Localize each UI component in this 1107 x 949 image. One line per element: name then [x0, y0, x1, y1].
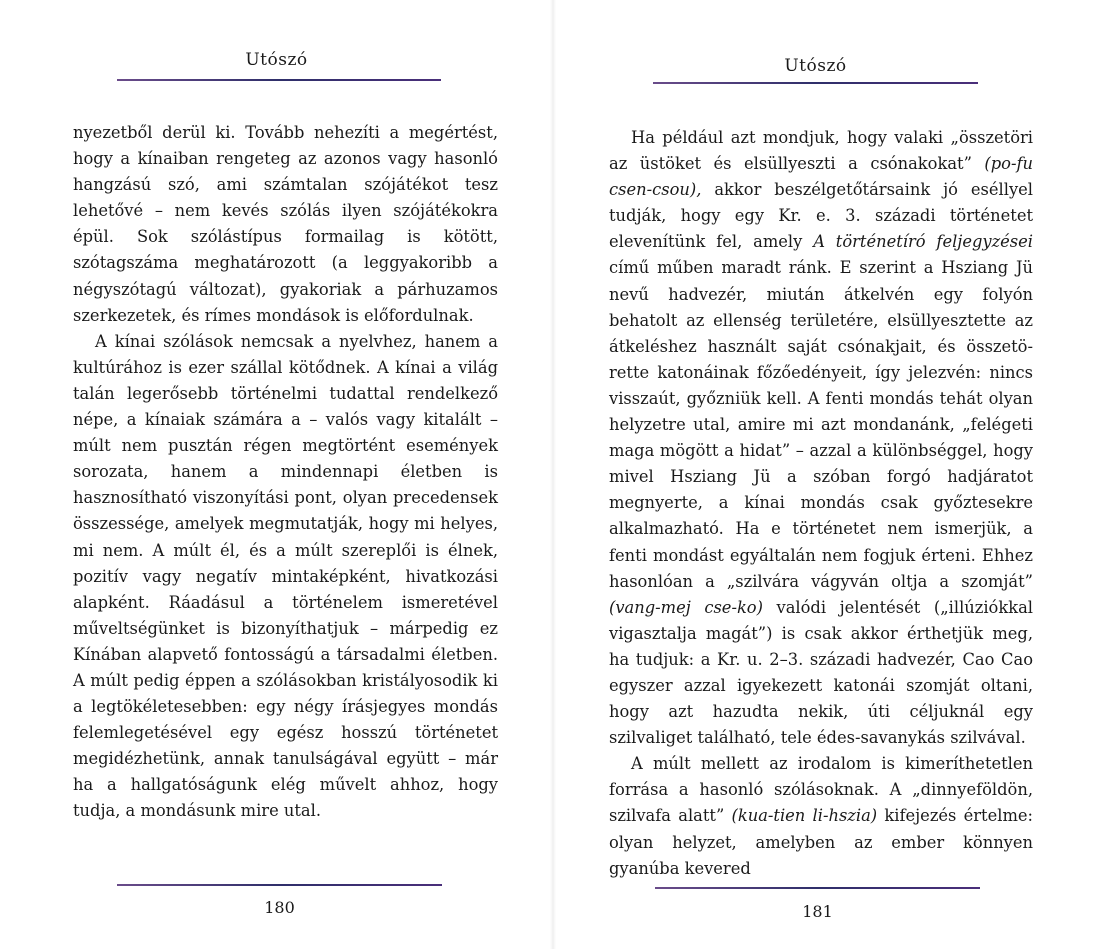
- right-page-text: [609, 125, 1033, 882]
- text-run: kifejezés értelme: olyan helyzet, amelyben az ember könnyen gyanúba kevered: [609, 806, 1033, 878]
- paragraph: A kínai szólások nemcsak a nyelvhez, hanem a kultúrához is ezer szállal kötődnek. A kínai a világ talán legerősebb történelmi tudattal rendelkező népe, a kínaiak számára a – valós vagy kitalált – múlt nem pusztán régen megtörtént események sorozata, hanem a mindennapi életben is hasznosítható viszonyítási pont, olyan precedensek összessége, amelyek megmutatják, hogy mi helyes, mi nem. A múlt él, és a múlt szereplői is élnek, pozitív vagy negatív mintaképként, hivatkozási alapként. Ráadásul a történelem ismeretével műveltségünket is bizonyíthatjuk – márpedig ez Kínában alapvető fontosságú a társadalmi életben. A múlt pedig éppen a szólásokban kristályosodik ki a legtökéletesebben: egy négy írásjegyes mondás felemlegetésével egy egész hosszú történetet megidézhetünk, annak tanulságával együtt – már ha a hallgatóságunk elég művelt ahhoz, hogy tudja, a mondásunk mire utal.: [73, 331, 498, 821]
- text-run: A múlt mellett az irodalom is kimeríthetetlen forrása a hasonló szólásoknak. A „dinnyeföldön, szilvafa alatt”: [609, 754, 1033, 826]
- left-page-text: [73, 120, 498, 825]
- text-run: című műben maradt ránk. E szerint a Hsziang Jü nevű hadvezér, miután átkelvén egy folyón behatolt az ellenség területére, elsüllyesztette az átkeléshez használt saját csónakjait, és összetörette katonáinak főzőedényeit, így jelezvén: nincs visszaút, győzniük kell. A fenti mondás tehát olyan helyzetre utal, amire mi azt mondanánk, „felégeti maga mögött a hidat” – azzal a különbséggel, hogy mivel Hsziang Jü a szóban forgó hadjáratot megnyerte, a kínai mondás csak győztesekre alkalmazható. Ha e történetet nem ismerjük, a fenti mondást egyáltalán nem fogjuk érteni. Ehhez hasonlóan a „szilvára vágyván oltja a szomját”: [609, 258, 1033, 591]
- footer-rule-left: [117, 884, 442, 886]
- pinyin-term: (kua-tien li-hszia): [731, 806, 878, 826]
- page-number-right: 181: [802, 902, 833, 921]
- running-header-right: Utószó: [784, 56, 847, 76]
- pinyin-term: (po-fu csen-csou),: [609, 154, 1033, 200]
- running-header-left: Utószó: [245, 50, 308, 70]
- text-run: valódi jelentését („illúziókkal vigasztalja magát”) is csak akkor érthetjük meg, ha tudjuk: a Kr. u. 2–3. századi hadvezér, Cao Cao egyszer azzal igyekezett katonái szomját oltani, hogy azt hazudta nekik, úti céljuknál egy szilvaliget található, tele édes-savanykás szilvával.: [609, 597, 1034, 748]
- paragraph: [609, 751, 1033, 881]
- footer-rule-right: [655, 887, 980, 889]
- text-run: Ha például azt mondjuk, hogy valaki „összetöri az üstöket és elsüllyeszti a csónakokat”: [609, 128, 1033, 174]
- book-title: A történetíró feljegyzései: [813, 232, 1034, 252]
- paragraph: nyezetből derül ki. Tovább nehezíti a megértést, hogy a kínaiban rengeteg az azonos vagy hasonló hangzású szó, ami számtalan szójátékot tesz lehetővé – nem kevés szólás ilyen szójátékokra épül. Sok szólástípus formailag is kötött, szótagszáma meghatározott (a leggyakoribb a négyszótagú változat), gyakoriak a párhuzamos szerkezetek, és rímes mondások is előfordulnak.: [73, 123, 498, 325]
- left-page: [0, 0, 553, 949]
- header-rule-left: [117, 79, 441, 81]
- pinyin-term: (vang-mej cse-ko): [609, 597, 763, 617]
- header-rule-right: [653, 82, 978, 84]
- text-run: akkor beszélgetőtársaink jó eséllyel tudják, hogy egy Kr. e. 3. századi történetet elevenítünk fel, amely: [609, 180, 1033, 252]
- right-page: [553, 0, 1107, 949]
- paragraph: [609, 125, 1033, 751]
- page-number-left: 180: [264, 898, 295, 917]
